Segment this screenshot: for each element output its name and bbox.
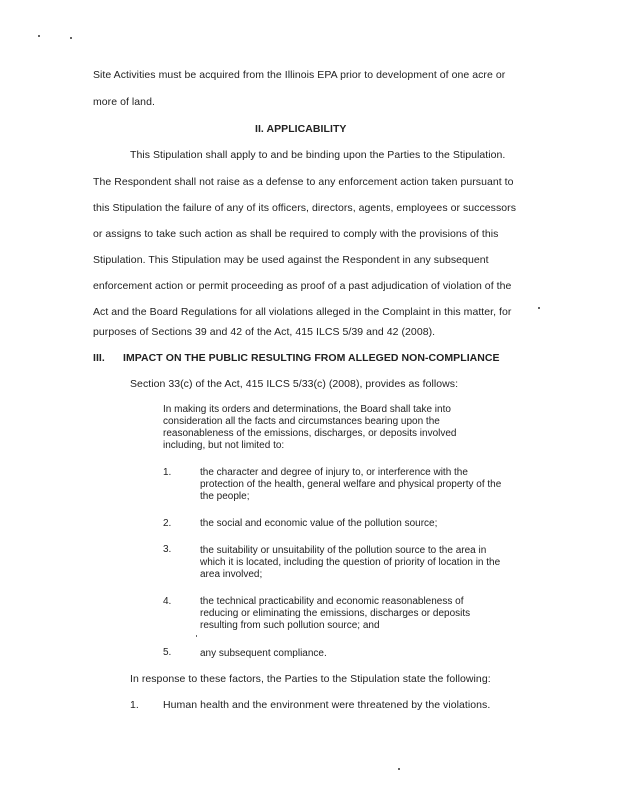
paragraph-line: or assigns to take such action as shall be required to comply with the provisions of this xyxy=(93,228,499,240)
quote-line: In making its orders and determinations, the Board shall take into xyxy=(163,404,451,415)
factor-text: any subsequent compliance. xyxy=(200,648,327,659)
factor-number: 3. xyxy=(163,544,172,555)
section-number: III. xyxy=(93,352,105,364)
quote-line: reasonableness of the emissions, discharges, or deposits involved xyxy=(163,428,457,439)
factor-text: the suitability or unsuitability of the pollution source to the area in xyxy=(200,545,487,556)
finding-text: Human health and the environment were threatened by the violations. xyxy=(163,699,491,711)
factor-number: 4. xyxy=(163,596,172,607)
paragraph-line: enforcement action or permit proceeding as proof of a past adjudication of violation of the xyxy=(93,280,512,292)
factor-text: area involved; xyxy=(200,569,263,580)
factor-text: resulting from such pollution source; and xyxy=(200,620,380,631)
factor-text: reducing or eliminating the emissions, discharges or deposits xyxy=(200,608,471,619)
section-heading-applicability: II. APPLICABILITY xyxy=(255,123,347,135)
factor-number: 2. xyxy=(163,518,172,529)
factor-text: protection of the health, general welfare and physical property of the xyxy=(200,479,502,490)
paragraph-line: The Respondent shall not raise as a defense to any enforcement action taken pursuant to xyxy=(93,176,514,188)
paragraph-line: purposes of Sections 39 and 42 of the Act, 415 ILCS 5/39 and 42 (2008). xyxy=(93,326,436,338)
section-heading-impact: IMPACT ON THE PUBLIC RESULTING FROM ALLEGED NON-COMPLIANCE xyxy=(123,352,500,364)
factor-text: the character and degree of injury to, or interference with the xyxy=(200,467,468,478)
scan-speck xyxy=(196,635,197,637)
factor-number: 5. xyxy=(163,647,172,658)
paragraph-line: This Stipulation shall apply to and be binding upon the Parties to the Stipulation. xyxy=(130,149,506,161)
paragraph-line: this Stipulation the failure of any of its officers, directors, agents, employees or successors xyxy=(93,202,517,214)
quote-line: consideration all the facts and circumstances bearing upon the xyxy=(163,416,440,427)
paragraph-line: Act and the Board Regulations for all violations alleged in the Complaint in this matter, for xyxy=(93,306,512,318)
factor-text: the technical practicability and economic reasonableness of xyxy=(200,596,464,607)
statute-intro: Section 33(c) of the Act, 415 ILCS 5/33(c) (2008), provides as follows: xyxy=(130,378,459,390)
factor-text: the people; xyxy=(200,491,250,502)
factor-number: 1. xyxy=(163,467,172,478)
factor-text: which it is located, including the question of priority of location in the xyxy=(200,557,501,568)
scan-speck xyxy=(538,307,540,309)
continuation-line: more of land. xyxy=(93,96,155,108)
quote-line: including, but not limited to: xyxy=(163,440,285,451)
response-intro: In response to these factors, the Parties to the Stipulation state the following: xyxy=(130,673,491,685)
scan-speck xyxy=(38,35,40,37)
finding-number: 1. xyxy=(130,699,139,711)
paragraph-line: Stipulation. This Stipulation may be used against the Respondent in any subsequent xyxy=(93,254,489,266)
scan-speck xyxy=(70,37,72,39)
continuation-line: Site Activities must be acquired from the Illinois EPA prior to development of one acre or xyxy=(93,69,506,81)
scan-speck xyxy=(398,768,400,770)
factor-text: the social and economic value of the pollution source; xyxy=(200,518,438,529)
